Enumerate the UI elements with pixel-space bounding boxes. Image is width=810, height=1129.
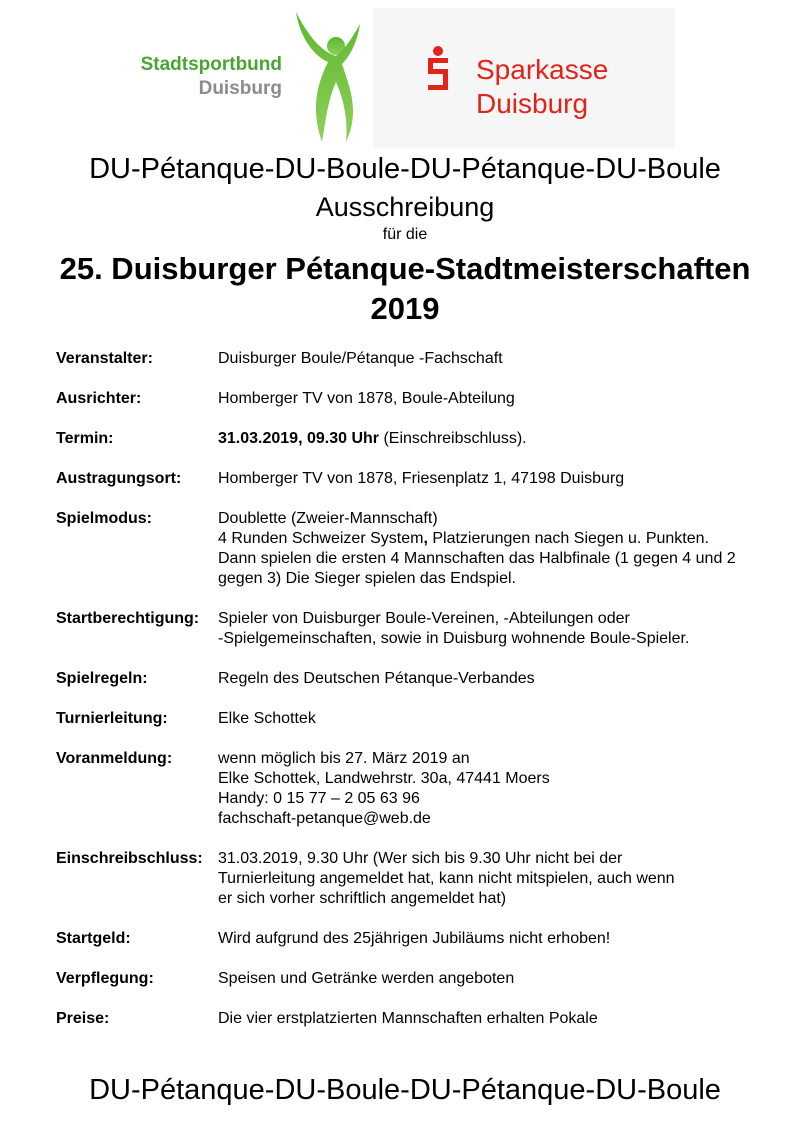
value-turnierleitung: Elke Schottek bbox=[218, 710, 316, 727]
value-veranstalter: Duisburger Boule/Pétanque -Fachschaft bbox=[218, 350, 503, 367]
label-turnierleitung: Turnierleitung: bbox=[56, 710, 168, 727]
stadtsportbund-line1: Stadtsportbund bbox=[140, 54, 282, 75]
value-spielmodus bbox=[218, 509, 786, 589]
startberechtigung-line2: -Spielgemeinschaften, sowie in Duisburg wohnende Boule-Spieler. bbox=[218, 630, 690, 647]
label-einschreibschluss: Einschreibschluss: bbox=[56, 850, 203, 867]
label-spielmodus: Spielmodus: bbox=[56, 510, 153, 527]
label-preise: Preise: bbox=[56, 1010, 110, 1027]
row-startgeld bbox=[56, 929, 786, 949]
voranmeldung-line2: Elke Schottek, Landwehrstr. 30a, 47441 Moers bbox=[218, 770, 550, 787]
row-einschreibschluss bbox=[56, 849, 786, 909]
label-spielregeln: Spielregeln: bbox=[56, 670, 148, 687]
sparkasse-wordmark bbox=[476, 53, 608, 121]
spielmodus-line4: gegen 3) Die Sieger spielen das Endspiel. bbox=[218, 570, 516, 587]
page-title bbox=[0, 249, 810, 329]
stadtsportbund-line2: Duisburg bbox=[198, 78, 282, 99]
sparkasse-line2: Duisburg bbox=[476, 88, 589, 119]
einschreibschluss-line1: 31.03.2019, 9.30 Uhr (Wer sich bis 9.30 Uhr nicht bei der bbox=[218, 850, 623, 867]
label-austragungsort: Austragungsort: bbox=[56, 470, 182, 487]
fuer-die-text: für die bbox=[382, 226, 428, 243]
row-startberechtigung bbox=[56, 609, 786, 649]
label-startberechtigung: Startberechtigung: bbox=[56, 610, 200, 627]
footer-banner: DU-Pétanque-DU-Boule-DU-Pétanque-DU-Boule bbox=[89, 1074, 721, 1106]
details-list bbox=[56, 349, 786, 1029]
row-spielmodus bbox=[56, 509, 786, 589]
spielmodus-line2 bbox=[218, 529, 786, 549]
spielmodus-line3: Dann spielen die ersten 4 Mannschaften das Halbfinale (1 gegen 4 und 2 bbox=[218, 550, 736, 567]
sparkasse-s-icon bbox=[425, 46, 451, 90]
header-banner: DU-Pétanque-DU-Boule-DU-Pétanque-DU-Boule bbox=[89, 153, 721, 185]
label-verpflegung: Verpflegung: bbox=[56, 970, 154, 987]
value-ausrichter: Homberger TV von 1878, Boule-Abteilung bbox=[218, 390, 515, 407]
value-startgeld: Wird aufgrund des 25jährigen Jubiläums nicht erhoben! bbox=[218, 930, 611, 947]
termin-date: 31.03.2019, 09.30 Uhr bbox=[218, 430, 380, 447]
sparkasse-line1: Sparkasse bbox=[476, 54, 609, 85]
row-preise bbox=[56, 1009, 786, 1029]
athlete-figure-icon bbox=[288, 8, 368, 148]
spielmodus-line2a: 4 Runden Schweizer System bbox=[218, 530, 424, 547]
voranmeldung-email: fachschaft-petanque@web.de bbox=[218, 810, 431, 827]
value-austragungsort: Homberger TV von 1878, Friesenplatz 1, 47198 Duisburg bbox=[218, 470, 625, 487]
value-spielregeln: Regeln des Deutschen Pétanque-Verbandes bbox=[218, 670, 535, 687]
sparkasse-logo bbox=[373, 8, 675, 148]
spielmodus-line1: Doublette (Zweier-Mannschaft) bbox=[218, 510, 438, 527]
termin-note: (Einschreibschluss). bbox=[379, 430, 527, 447]
row-turnierleitung bbox=[56, 709, 786, 729]
label-voranmeldung: Voranmeldung: bbox=[56, 750, 173, 767]
voranmeldung-line1: wenn möglich bis 27. März 2019 an bbox=[218, 750, 470, 767]
label-termin: Termin: bbox=[56, 430, 114, 447]
spielmodus-line2c: Platzierungen nach Siegen u. Punkten. bbox=[427, 530, 709, 547]
voranmeldung-phone: Handy: 0 15 77 – 2 05 63 96 bbox=[218, 790, 420, 807]
startberechtigung-line1: Spieler von Duisburger Boule-Vereinen, -Abteilungen oder bbox=[218, 610, 630, 627]
row-verpflegung bbox=[56, 969, 786, 989]
value-termin bbox=[218, 429, 786, 449]
value-voranmeldung bbox=[218, 749, 786, 829]
row-austragungsort bbox=[56, 469, 786, 489]
stadtsportbund-wordmark bbox=[138, 53, 282, 101]
value-einschreibschluss bbox=[218, 849, 786, 909]
label-veranstalter: Veranstalter: bbox=[56, 350, 153, 367]
row-spielregeln bbox=[56, 669, 786, 689]
value-startberechtigung bbox=[218, 609, 786, 649]
row-termin bbox=[56, 429, 786, 449]
ausschreibung-heading: Ausschreibung bbox=[315, 192, 495, 222]
title-line1: 25. Duisburger Pétanque-Stadtmeisterschaften bbox=[59, 251, 751, 286]
row-voranmeldung bbox=[56, 749, 786, 829]
stadtsportbund-logo bbox=[128, 8, 373, 148]
einschreibschluss-line2: Turnierleitung angemeldet hat, kann nicht mitspielen, auch wenn bbox=[218, 870, 675, 887]
label-ausrichter: Ausrichter: bbox=[56, 390, 142, 407]
row-ausrichter bbox=[56, 389, 786, 409]
title-line2: 2019 bbox=[370, 291, 440, 326]
row-veranstalter bbox=[56, 349, 786, 369]
value-verpflegung: Speisen und Getränke werden angeboten bbox=[218, 970, 515, 987]
label-startgeld: Startgeld: bbox=[56, 930, 131, 947]
value-preise: Die vier erstplatzierten Mannschaften erhalten Pokale bbox=[218, 1010, 598, 1027]
einschreibschluss-line3: er sich vorher schriftlich angemeldet hat) bbox=[218, 890, 507, 907]
spielmodus-line2b: , bbox=[423, 530, 428, 547]
